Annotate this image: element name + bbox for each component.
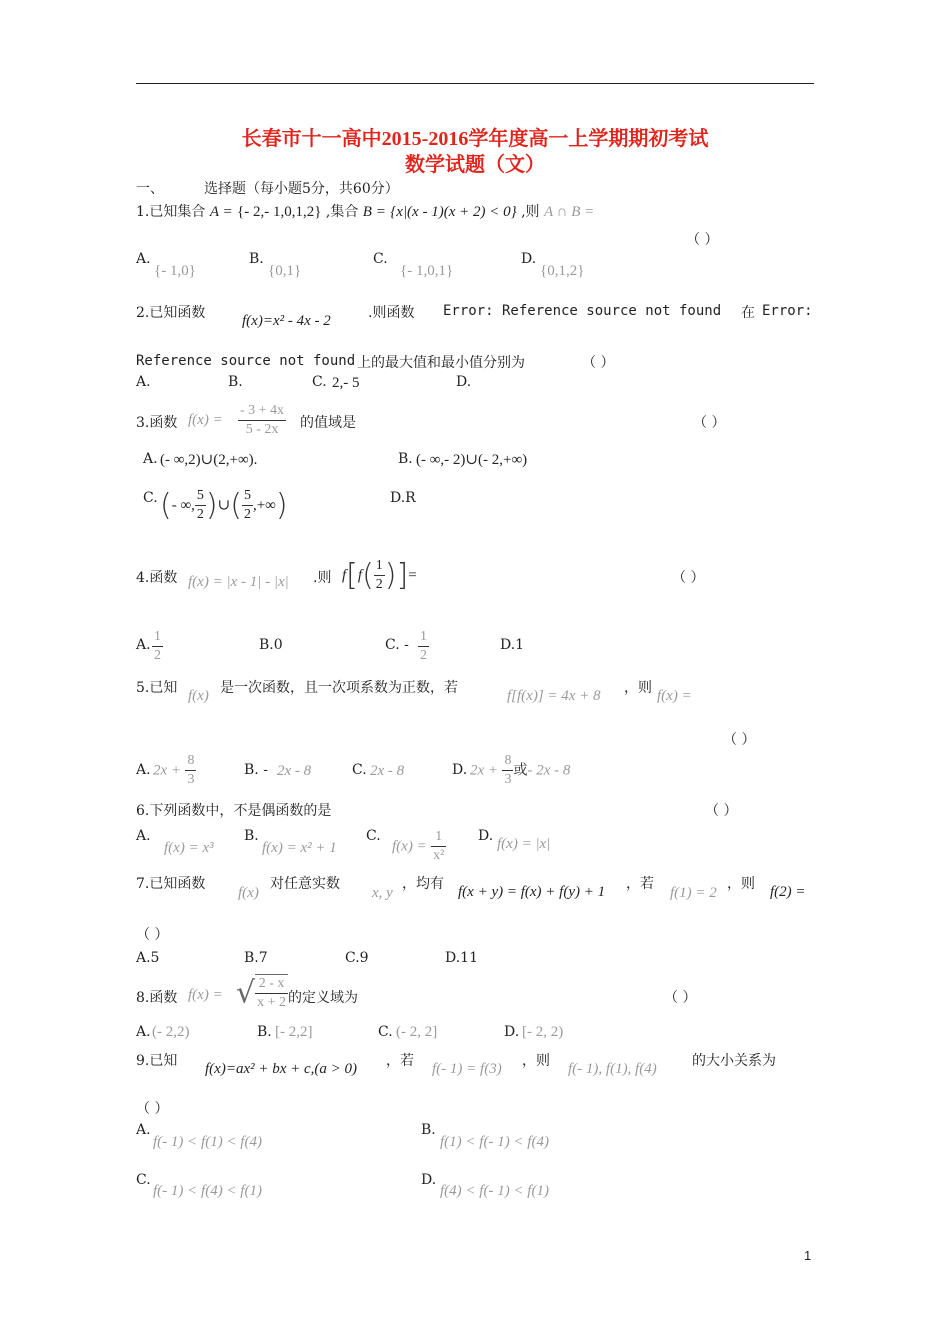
q1-mid-text: ,集合	[325, 204, 359, 220]
q5-option-d-value: 2x + $\frac{8}{3}$ 或- 2x - 8	[470, 753, 571, 787]
q5-option-c-value: 2x - 8	[370, 763, 405, 779]
q6-option-d-value: f(x) = |x|	[497, 836, 551, 852]
q4-option-a-value: $\frac{1}{2}$	[154, 629, 161, 663]
q7-function: f(x)	[238, 885, 259, 901]
q9-stem: 9.已知	[136, 1053, 178, 1069]
q6-option-b-value: f(x) = x² + 1	[262, 840, 337, 856]
q8-option-b-value: [- 2,2]	[275, 1024, 313, 1040]
q3-function: f(x) =	[188, 412, 223, 428]
q7-answer-paren: （ ）	[136, 927, 169, 943]
q2-option-c-value: 2,- 5	[332, 375, 360, 391]
q1-stem: 1.已知集合	[136, 204, 206, 220]
q2-expression: f(x)=x² - 4x - 2	[242, 313, 331, 329]
q3-option-b-label: B.	[398, 451, 413, 467]
q5-answer-paren: （ ）	[723, 732, 756, 748]
q5-option-a-label: A.	[136, 762, 151, 778]
q2-option-c-label: C.	[312, 374, 327, 390]
q2-answer-paren: （ ）	[582, 355, 615, 371]
q1-option-c-label: C.	[373, 251, 388, 267]
q9-option-b-label: B.	[421, 1122, 436, 1138]
q6-option-d-label: D.	[478, 828, 494, 844]
q3-answer-paren: （ ）	[693, 415, 726, 431]
q8-option-d-value: [- 2, 2)	[522, 1024, 564, 1040]
q3-option-d: D.R	[390, 490, 416, 506]
q9-option-a-value: f(- 1) < f(1) < f(4)	[153, 1134, 262, 1150]
q5-option-b-label: B. -	[244, 762, 268, 778]
q1-ask: A ∩ B =	[543, 204, 595, 220]
q4-answer-paren: （ ）	[672, 570, 705, 586]
q8-function: f(x) =	[188, 987, 223, 1003]
q8-tail: 的定义域为	[288, 990, 358, 1006]
q1-set-b-name: B =	[362, 204, 386, 220]
q8-radical: √ $\frac{2 - x}{x + 2}$	[236, 975, 287, 1011]
q4-stem: 4.函数	[136, 570, 178, 586]
q9-option-d-label: D.	[421, 1172, 437, 1188]
q1-option-b-label: B.	[249, 251, 264, 267]
q1-option-d-label: D.	[521, 251, 537, 267]
section-number: 一、	[136, 181, 164, 197]
q4-function: f(x) = |x - 1| - |x|	[188, 574, 289, 590]
q9-option-c-value: f(- 1) < f(4) < f(1)	[153, 1183, 262, 1199]
q6-option-a-label: A.	[136, 828, 151, 844]
q7-ask: f(2) =	[770, 884, 806, 900]
q7-text-4: ，则	[727, 876, 755, 892]
section-heading: 选择题（每小题5分，共60分）	[204, 181, 399, 197]
q7-text-3: ，若	[626, 876, 654, 892]
q7-option-b: B.7	[244, 950, 268, 966]
q5-ask: f(x) =	[657, 688, 692, 704]
q5-option-c-label: C.	[352, 762, 367, 778]
q7-option-d: D.11	[445, 950, 478, 966]
q5-text-1: 是一次函数，且一次项系数为正数，若	[220, 680, 458, 696]
q9-text-3: 的大小关系为	[692, 1053, 776, 1069]
q3-option-a-value: (- ∞,2)∪(2,+∞).	[160, 452, 258, 468]
q1-set-b-value: {x|(x - 1)(x + 2) < 0}	[390, 204, 517, 220]
q8-option-a-value: (- 2,2)	[152, 1024, 190, 1040]
q4-option-c-value: $\frac{1}{2}$	[420, 629, 427, 663]
q5-option-a-value: 2x + $\frac{8}{3}$	[153, 753, 195, 787]
q2-option-d-label: D.	[456, 374, 472, 390]
q9-option-a-label: A.	[136, 1122, 151, 1138]
q2-text-3: 上的最大值和最小值分别为	[357, 355, 525, 371]
q5-stem: 5.已知	[136, 680, 178, 696]
q6-option-a-value: f(x) = x³	[164, 840, 214, 856]
q4-option-b: B.0	[259, 637, 283, 653]
q7-option-c: C.9	[345, 950, 369, 966]
q8-answer-paren: （ ）	[664, 990, 697, 1006]
q3-numerator: - 3 + 4x	[238, 402, 286, 421]
q9-condition: f(- 1) = f(3)	[432, 1061, 502, 1077]
q4-tail: .则	[313, 570, 332, 586]
q7-option-a: A.5	[136, 950, 160, 966]
q1-option-a-value: {- 1,0}	[154, 263, 196, 279]
q9-option-d-value: f(4) < f(- 1) < f(1)	[440, 1183, 549, 1199]
page-subtitle: 数学试题（文）	[405, 154, 545, 176]
q3-option-b-value: (- ∞,- 2)∪(- 2,+∞)	[416, 452, 528, 468]
q8-option-a-label: A.	[136, 1024, 151, 1040]
q1-option-a-label: A.	[136, 251, 151, 267]
q5-text-2: ，则	[624, 680, 652, 696]
q8-option-c-label: C.	[378, 1024, 393, 1040]
q9-function: f(x)=ax² + bx + c,(a > 0)	[205, 1061, 358, 1077]
q7-text-2: ，均有	[402, 876, 444, 892]
q8-option-c-value: (- 2, 2]	[396, 1024, 438, 1040]
q1-option-d-value: {0,1,2}	[540, 263, 585, 279]
q8-option-b-label: B.	[257, 1024, 272, 1040]
q6-option-c-label: C.	[366, 828, 381, 844]
q7-variables: x, y	[372, 885, 393, 901]
q9-option-c-label: C.	[136, 1172, 151, 1188]
q4-option-d: D.1	[500, 637, 525, 653]
q3-option-a-label: A.	[143, 451, 158, 467]
q9-text-1: ，若	[386, 1053, 414, 1069]
q1-answer-paren: （ ）	[686, 232, 719, 248]
q7-condition: f(1) = 2	[670, 885, 717, 901]
header-rule	[136, 83, 814, 84]
q1-set-a-name: A =	[209, 204, 233, 220]
q5-option-d-label: D.	[452, 762, 468, 778]
q6-option-b-label: B.	[244, 828, 259, 844]
q3-stem: 3.函数	[136, 415, 178, 431]
q1-tail-text: ,则	[521, 204, 540, 220]
q8-stem: 8.函数	[136, 990, 178, 1006]
q1-option-c-value: {- 1,0,1}	[400, 263, 454, 279]
page-number: 1	[804, 1248, 812, 1263]
question-1	[136, 201, 594, 221]
q3-fraction	[238, 402, 286, 439]
q3-option-c-label: C.	[143, 490, 158, 506]
q7-text-1: 对任意实数	[270, 876, 340, 892]
q9-values: f(- 1), f(1), f(4)	[568, 1061, 657, 1077]
q2-error-3: Reference source not found	[136, 353, 356, 369]
q2-text-2: 在	[741, 305, 755, 321]
q6-stem: 6.下列函数中，不是偶函数的是	[136, 803, 332, 819]
q7-equation: f(x + y) = f(x) + f(y) + 1	[458, 884, 606, 900]
q9-answer-paren: （ ）	[136, 1101, 169, 1117]
q9-option-b-value: f(1) < f(- 1) < f(4)	[440, 1134, 549, 1150]
q3-denominator: 5 - 2x	[245, 422, 279, 437]
q5-function: f(x)	[188, 688, 209, 704]
q1-option-b-value: {0,1}	[268, 263, 302, 279]
q2-text-1: .则函数	[368, 305, 415, 321]
q2-error-2: Error:	[762, 303, 813, 319]
q7-stem: 7.已知函数	[136, 876, 206, 892]
q3-option-c-value: (- ∞, $\frac{5}{2}$ )∪( $\frac{5}{2}$ ,+∞)	[160, 488, 288, 523]
q4-option-a-label: A.	[136, 637, 151, 653]
q4-option-c-label: C. -	[385, 637, 409, 653]
q2-option-a-label: A.	[136, 374, 151, 390]
page-title: 长春市十一高中2015-2016学年度高一上学期期初考试	[241, 128, 709, 150]
q3-tail: 的值域是	[300, 415, 356, 431]
q2-stem: 2.已知函数	[136, 305, 206, 321]
q1-set-a-value: {- 2,- 1,0,1,2}	[237, 204, 322, 220]
q5-option-b-value: 2x - 8	[277, 763, 312, 779]
q8-option-d-label: D.	[504, 1024, 520, 1040]
q6-answer-paren: （ ）	[705, 803, 738, 819]
q5-condition: f[f(x)] = 4x + 8	[507, 688, 601, 704]
q4-ask: f[f( $\frac{1}{2}$ )]=	[342, 558, 417, 593]
q9-text-2: ，则	[522, 1053, 550, 1069]
q2-option-b-label: B.	[228, 374, 243, 390]
q6-option-c-value: f(x) = $\frac{1}{\text{x²}}$	[392, 829, 445, 863]
q2-error-1: Error: Reference source not found	[443, 303, 722, 319]
